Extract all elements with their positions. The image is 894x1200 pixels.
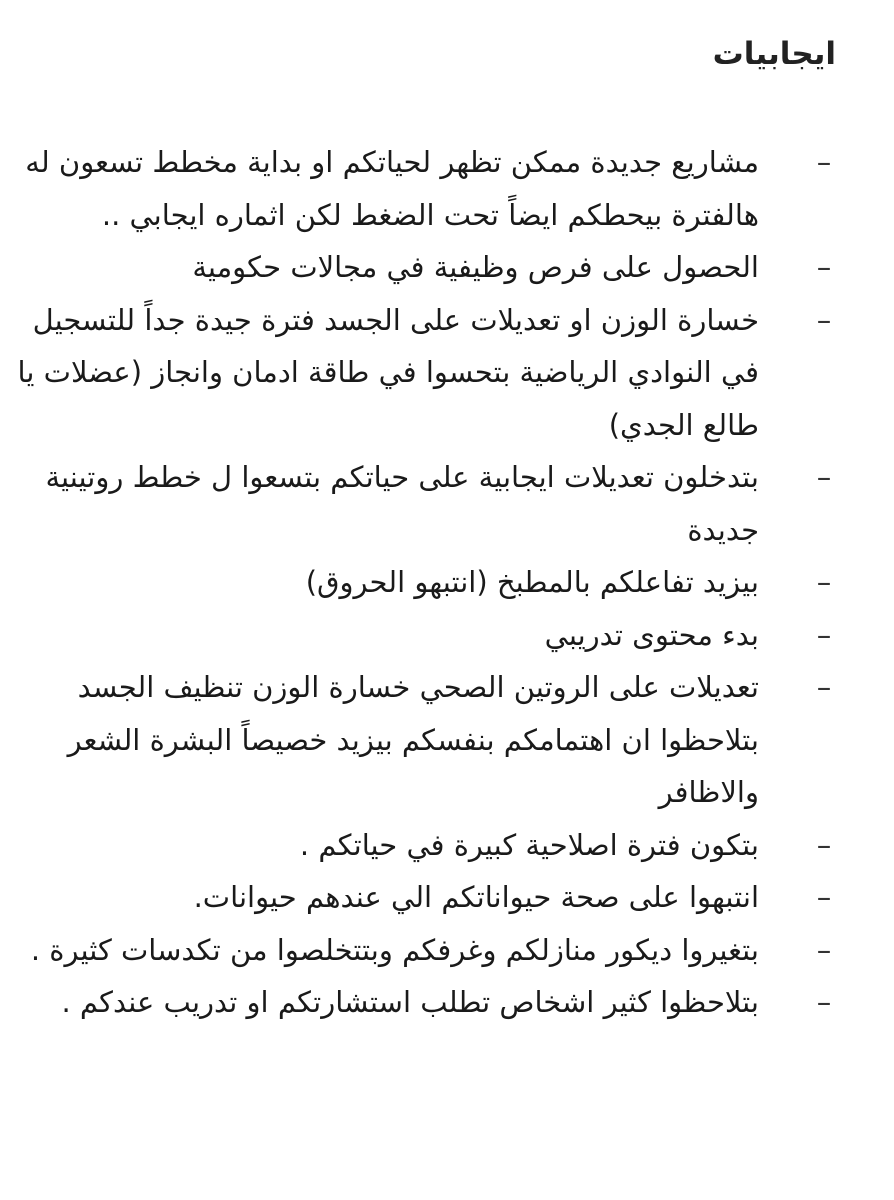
bullet-dash: – <box>816 460 832 494</box>
list-item <box>14 241 844 294</box>
bullet-list <box>14 136 844 1029</box>
list-item <box>14 451 844 556</box>
list-item <box>14 924 844 977</box>
bullet-dash: – <box>816 250 832 284</box>
bullet-dash: – <box>816 617 832 652</box>
list-item <box>14 609 844 662</box>
page-title: ايجابيات <box>712 36 836 72</box>
list-item-text: بتكون فترة اصلاحية كبيرة في حياتكم . <box>299 827 759 862</box>
list-item <box>14 294 844 452</box>
bullet-dash: – <box>816 565 832 599</box>
list-item <box>14 661 844 819</box>
list-item <box>14 976 844 1029</box>
list-item <box>14 871 844 924</box>
list-item-text: بتلاحظوا كثير اشخاص تطلب استشارتكم او تدريب عندكم . <box>61 985 759 1019</box>
list-item-text: خسارة الوزن او تعديلات على الجسد فترة جيدة جداً للتسجيل في النوادي الرياضية بتحسوا في طاقة ادمان وانجاز (عضلات يا طالع الجدي) <box>17 302 759 442</box>
list-item-text: مشاريع جديدة ممكن تظهر لحياتكم او بداية مخطط تسعون له هالفترة بيحطكم ايضاً تحت الضغط لكن اثماره ايجابي .. <box>25 145 759 232</box>
list-item-text: بدء محتوى تدريبي <box>544 617 759 652</box>
list-item <box>14 556 844 609</box>
list-item <box>14 136 844 241</box>
bullet-dash: – <box>816 145 832 179</box>
bullet-dash: – <box>816 827 832 862</box>
bullet-dash: – <box>816 880 832 914</box>
list-item-text: تعديلات على الروتين الصحي خسارة الوزن تنظيف الجسد بتلاحظوا ان اهتمامكم بنفسكم بيزيد خصيصاً البشرة الشعر والاظافر <box>67 670 759 809</box>
list-item <box>14 819 844 872</box>
list-item-text: بيزيد تفاعلكم بالمطبخ (انتبهو الحروق) <box>305 565 759 599</box>
bullet-dash: – <box>816 932 832 967</box>
list-item-text: انتبهوا على صحة حيواناتكم الي عندهم حيوانات. <box>193 880 759 914</box>
bullet-dash: – <box>816 302 832 337</box>
bullet-dash: – <box>816 670 832 704</box>
bullet-dash: – <box>816 985 832 1019</box>
list-item-text: بتغيروا ديكور منازلكم وغرفكم وبتتخلصوا من تكدسات كثيرة . <box>30 932 759 967</box>
list-item-text: الحصول على فرص وظيفية في مجالات حكومية <box>192 250 759 284</box>
list-item-text: بتدخلون تعديلات ايجابية على حياتكم بتسعوا ل خطط روتينية جديدة <box>45 460 759 547</box>
